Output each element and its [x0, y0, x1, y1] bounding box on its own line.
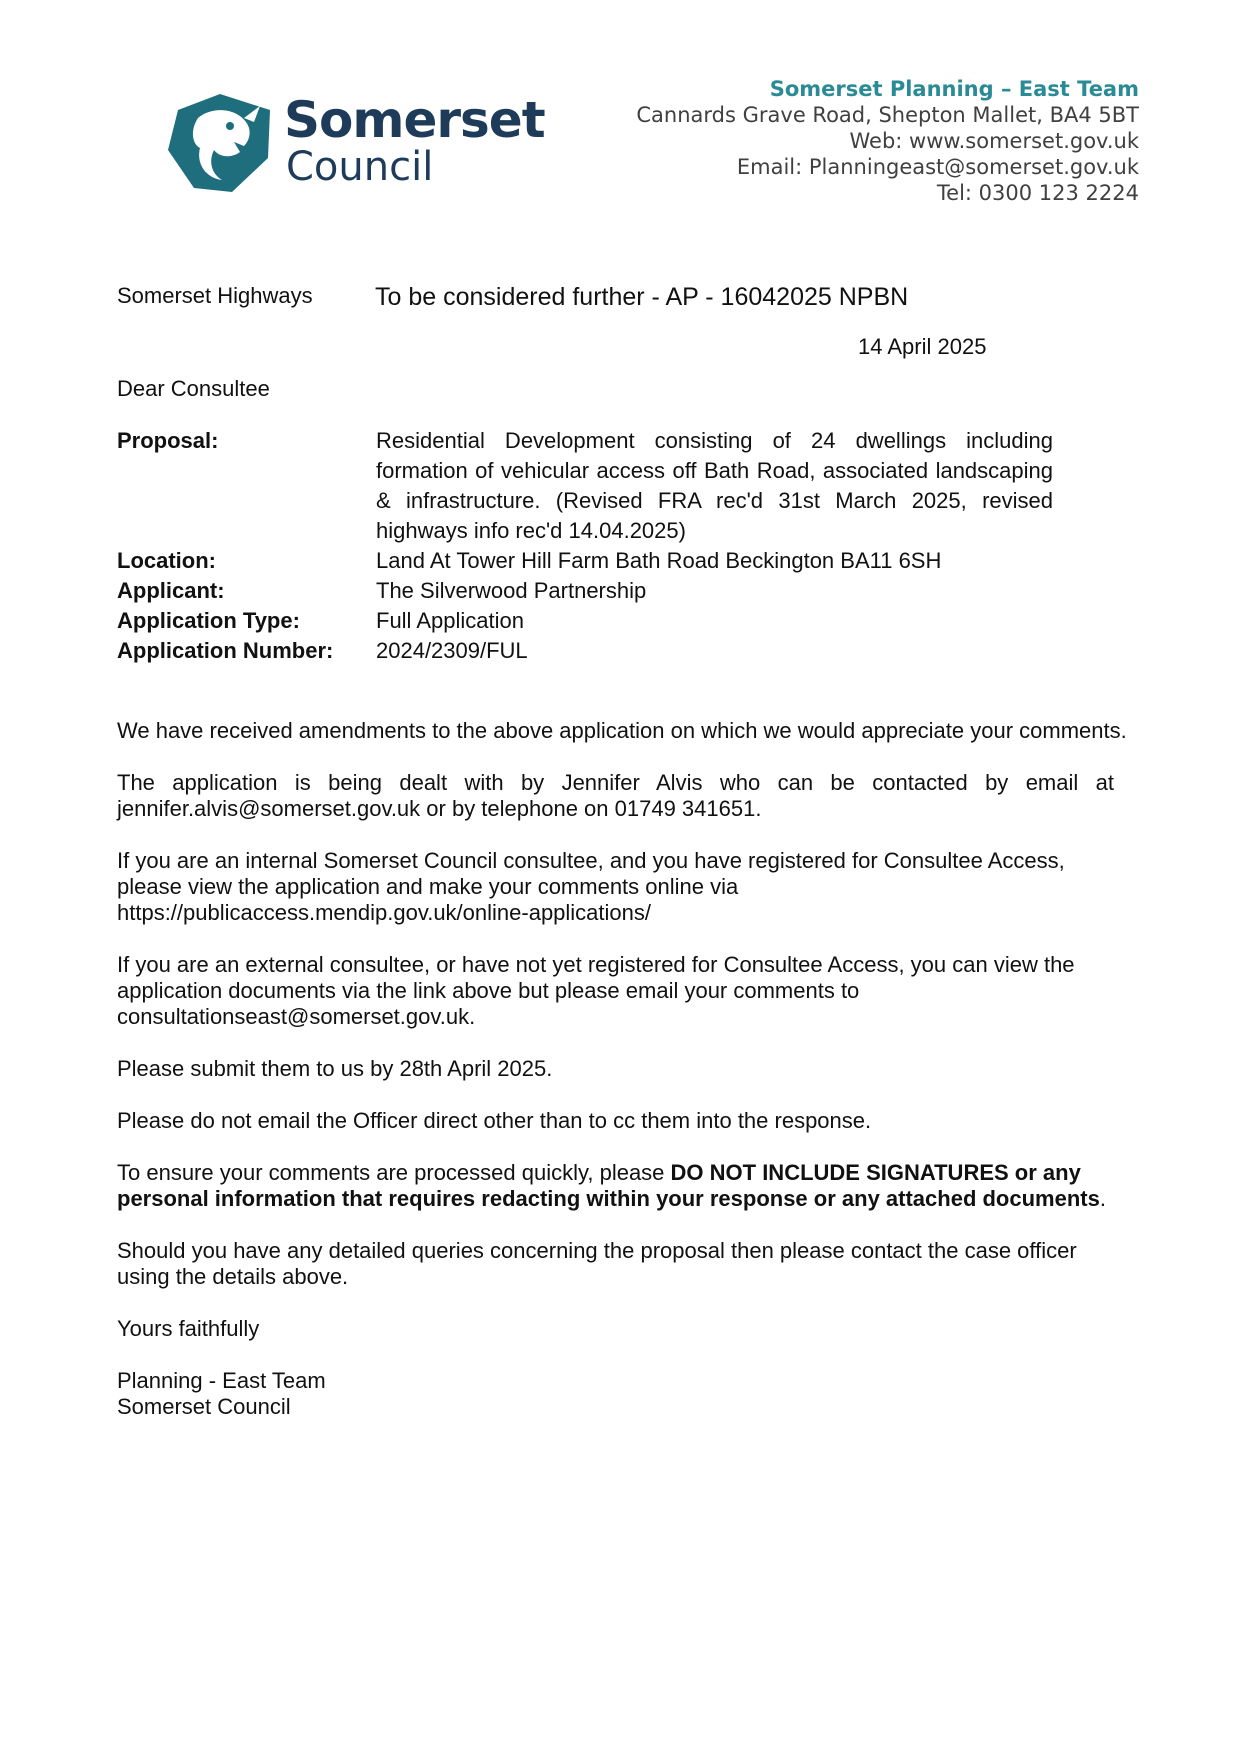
closing: Yours faithfully: [117, 1316, 260, 1341]
signoff: [117, 1368, 1167, 1420]
dragon-logo-icon: [160, 88, 280, 198]
detail-label: Application Type:: [117, 608, 300, 633]
signoff-team: Planning - East Team: [117, 1368, 326, 1393]
logo-text-council: Council: [286, 144, 434, 190]
paragraph-deadline: Please submit them to us by 28th April 2025.: [117, 1056, 553, 1081]
paragraph-internal-consultee: [117, 848, 1167, 926]
detail-row-applicant: [117, 576, 1057, 606]
logo-text-somerset: Somerset: [284, 91, 545, 149]
text-normal: To ensure your comments are processed quickly, please: [117, 1160, 671, 1185]
text-line: application documents via the link above but please email your comments to: [117, 978, 860, 1003]
team-address: Cannards Grave Road, Shepton Mallet, BA4 5BT: [636, 103, 1139, 127]
detail-row-proposal: [117, 426, 1057, 546]
team-tel: Tel: 0300 123 2224: [936, 181, 1139, 205]
paragraph-case-officer: The application is being dealt with by Jennifer Alvis who can be contacted by email at jennifer.alvis@somerset.gov.uk or by telephone on 01749 341651.: [117, 770, 1114, 821]
consultation-email-link[interactable]: consultationseast@somerset.gov.uk.: [117, 1004, 476, 1029]
detail-row-application-number: [117, 636, 1057, 666]
detail-value: Full Application: [376, 608, 524, 633]
paragraph-amendments: We have received amendments to the above application on which we would appreciate your comments.: [117, 718, 1127, 743]
text-line: If you are an external consultee, or have not yet registered for Consultee Access, you can view the: [117, 952, 1075, 977]
header-contact-block: [636, 76, 1139, 206]
detail-label: Proposal:: [117, 428, 219, 453]
text-line: please view the application and make your comments online via: [117, 874, 739, 899]
detail-value: Residential Development consisting of 24 dwellings including formation of vehicular access off Bath Road, associated landscaping & infrastructure. (Revised FRA rec'd 31st March 2025, revised highways info rec'd 14.04.2025): [376, 428, 1053, 543]
public-access-link[interactable]: https://publicaccess.mendip.gov.uk/online-applications/: [117, 900, 652, 925]
letter-body: [117, 718, 1167, 1446]
text-bold-warning: DO NOT INCLUDE SIGNATURES or any personal information that requires redacting within your response or any attached documents: [117, 1160, 1100, 1211]
detail-row-location: [117, 546, 1057, 576]
detail-value: 2024/2309/FUL: [376, 638, 528, 663]
team-name: Somerset Planning – East Team: [769, 77, 1139, 101]
text-line: using the details above.: [117, 1264, 349, 1289]
paragraph-queries: [117, 1238, 1167, 1290]
council-logo: [160, 88, 545, 198]
detail-row-application-type: [117, 606, 1057, 636]
recipient: Somerset Highways: [117, 283, 313, 308]
team-email: Email: Planningeast@somerset.gov.uk: [736, 155, 1139, 179]
text-period: .: [1099, 1186, 1106, 1211]
text-line: Should you have any detailed queries concerning the proposal then please contact the case officer: [117, 1238, 1077, 1263]
consideration-note: To be considered further - AP - 16042025 NPBN: [375, 283, 909, 311]
paragraph-signatures-warning: [117, 1160, 1114, 1212]
paragraph-officer-contact: Please do not email the Officer direct other than to cc them into the response.: [117, 1108, 872, 1133]
detail-label: Application Number:: [117, 638, 334, 663]
text-line: If you are an internal Somerset Council consultee, and you have registered for Consultee Access,: [117, 848, 1065, 873]
detail-value: The Silverwood Partnership: [376, 578, 647, 603]
team-web: Web: www.somerset.gov.uk: [849, 129, 1139, 153]
detail-value: Land At Tower Hill Farm Bath Road Beckington BA11 6SH: [376, 548, 942, 573]
salutation: Dear Consultee: [117, 376, 270, 401]
signoff-council: Somerset Council: [117, 1394, 291, 1419]
detail-label: Location:: [117, 548, 216, 573]
letter-date: 14 April 2025: [858, 334, 987, 359]
detail-label: Applicant:: [117, 578, 225, 603]
application-details: [117, 426, 1057, 666]
paragraph-external-consultee: [117, 952, 1167, 1030]
